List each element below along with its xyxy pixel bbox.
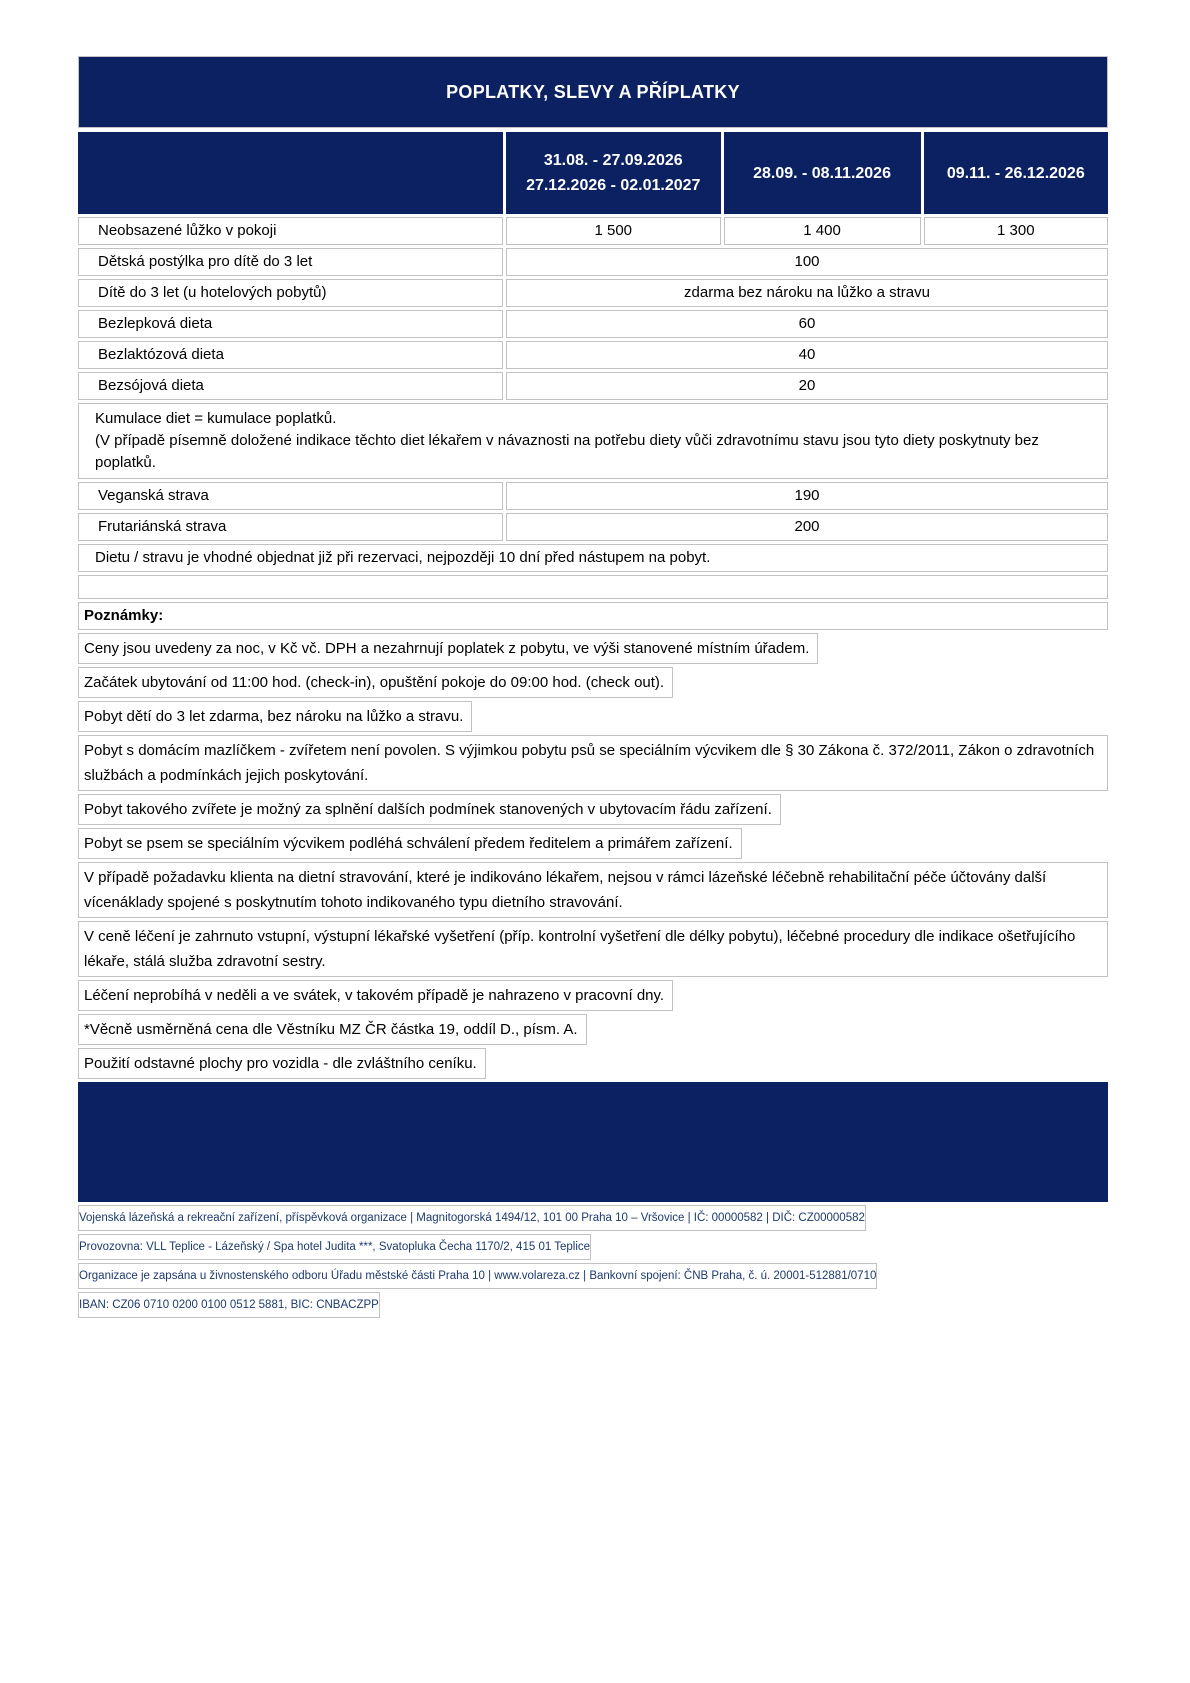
note-row [78,1048,1108,1079]
table-row-vegan [78,482,1108,510]
footer-row [78,1292,1108,1318]
footer-row [78,1234,1108,1260]
price-season-1: 1 500 [506,217,721,245]
footer-branch-line: Provozovna: VLL Teplice - Lázeňský / Spa hotel Judita ***, Svatopluka Čecha 1170/2, 415 01 Teplice [78,1234,591,1260]
navy-divider-block [78,1082,1108,1202]
note-row [78,921,1108,977]
notes-heading: Poznámky: [78,602,1108,630]
footer-row [78,1263,1108,1289]
header-season-1-line1: 31.08. - 27.09.2026 [543,152,683,169]
table-row-soy-free [78,372,1108,400]
title-banner [78,56,1108,128]
note-row [78,1014,1108,1045]
note-row [78,828,1108,859]
table-row-crib [78,248,1108,276]
header-empty-cell [78,132,503,214]
note-text: *Věcně usměrněná cena dle Věstníku MZ ČR částka 19, oddíl D., písm. A. [78,1014,587,1045]
row-value: 20 [506,372,1108,400]
table-row-fruitarian [78,513,1108,541]
table-row-child-under-3 [78,279,1108,307]
order-note-text: Dietu / stravu je vhodné objednat již při rezervaci, nejpozději 10 dní před nástupem na pobyt. [78,544,1108,572]
table-row-order-note [78,544,1108,572]
footer-row [78,1205,1108,1231]
note-text: Pobyt dětí do 3 let zdarma, bez nároku na lůžko a stravu. [78,701,472,732]
footer-company-line: Vojenská lázeňská a rekreační zařízení, příspěvková organizace | Magnitogorská 1494/12, 101 00 Praha 10 – Vršovice | IČ: 00000582 | DIČ: CZ00000582 [78,1205,866,1231]
price-list-document [78,56,1108,1321]
note-text: V případě požadavku klienta na dietní stravování, které je indikováno lékařem, nejsou v rámci lázeňské léčebně rehabilitační péče účtovány další vícenáklady spojené s poskytnutím tohoto indikovaného typu dietního stravování. [78,862,1108,918]
note-text: V ceně léčení je zahrnuto vstupní, výstupní lékařské vyšetření (příp. kontrolní vyšetření dle délky pobytu), léčebné procedury dle indikace ošetřujícího lékaře, stálá služba zdravotní sestry. [78,921,1108,977]
footer-registration-line: Organizace je zapsána u živnostenského odboru Úřadu městské části Praha 10 | www.volareza.cz | Bankovní spojení: ČNB Praha, č. ú. 20001-512881/0710 [78,1263,877,1289]
row-label: Veganská strava [78,482,503,510]
empty-cell [78,575,1108,599]
row-value: 40 [506,341,1108,369]
row-label: Bezlaktózová dieta [78,341,503,369]
note-row [78,794,1108,825]
row-label: Dětská postýlka pro dítě do 3 let [78,248,503,276]
empty-row [78,575,1108,599]
row-label: Frutariánská strava [78,513,503,541]
header-season-2: 28.09. - 08.11.2026 [724,132,921,214]
row-label: Neobsazené lůžko v pokoji [78,217,503,245]
note-text: Začátek ubytování od 11:00 hod. (check-in), opuštění pokoje do 09:00 hod. (check out). [78,667,673,698]
row-value: 190 [506,482,1108,510]
footer-iban-line: IBAN: CZ06 0710 0200 0100 0512 5881, BIC: CNBACZPP [78,1292,380,1318]
row-label: Bezsójová dieta [78,372,503,400]
note-row [78,980,1108,1011]
table-row-lactose-free [78,341,1108,369]
header-season-1-line2: 27.12.2026 - 02.01.2027 [526,177,701,194]
page-title: POPLATKY, SLEVY A PŘÍPLATKY [446,81,740,102]
note-text: Pobyt se psem se speciálním výcvikem podléhá schválení předem ředitelem a primářem zařízení. [78,828,742,859]
row-value: 60 [506,310,1108,338]
row-value: 100 [506,248,1108,276]
note-text: Pobyt s domácím mazlíčkem - zvířetem není povolen. S výjimkou pobytu psů se speciálním výcvikem dle § 30 Zákona č. 372/2011, Zákon o zdravotních službách a podmínkách jejich poskytování. [78,735,1108,791]
kumulace-note-text: Kumulace diet = kumulace poplatků. (V případě písemně doložené indikace těchto diet lékařem v návaznosti na potřebu diety vůči zdravotnímu stavu jsou tyto diety poskytnuty bez poplatků. [78,403,1108,479]
note-row [78,862,1108,918]
note-text: Pobyt takového zvířete je možný za splnění dalších podmínek stanovených v ubytovacím řádu zařízení. [78,794,781,825]
note-row [78,667,1108,698]
header-season-3: 09.11. - 26.12.2026 [924,132,1108,214]
header-season-1 [506,132,721,214]
row-label: Bezlepková dieta [78,310,503,338]
row-value: zdarma bez nároku na lůžko a stravu [506,279,1108,307]
notes-heading-row [78,602,1108,630]
table-row-kumulace-note [78,403,1108,479]
price-season-2: 1 400 [724,217,921,245]
note-text: Léčení neprobíhá v neděli a ve svátek, v takovém případě je nahrazeno v pracovní dny. [78,980,673,1011]
note-row [78,701,1108,732]
row-label: Dítě do 3 let (u hotelových pobytů) [78,279,503,307]
row-value: 200 [506,513,1108,541]
table-row-gluten-free [78,310,1108,338]
price-season-3: 1 300 [924,217,1108,245]
note-row [78,633,1108,664]
table-row-unoccupied-bed [78,217,1108,245]
note-text: Ceny jsou uvedeny za noc, v Kč vč. DPH a nezahrnují poplatek z pobytu, ve výši stanovené místním úřadem. [78,633,818,664]
note-text: Použití odstavné plochy pro vozidla - dle zvláštního ceníku. [78,1048,486,1079]
table-header-row [78,132,1108,214]
note-row [78,735,1108,791]
